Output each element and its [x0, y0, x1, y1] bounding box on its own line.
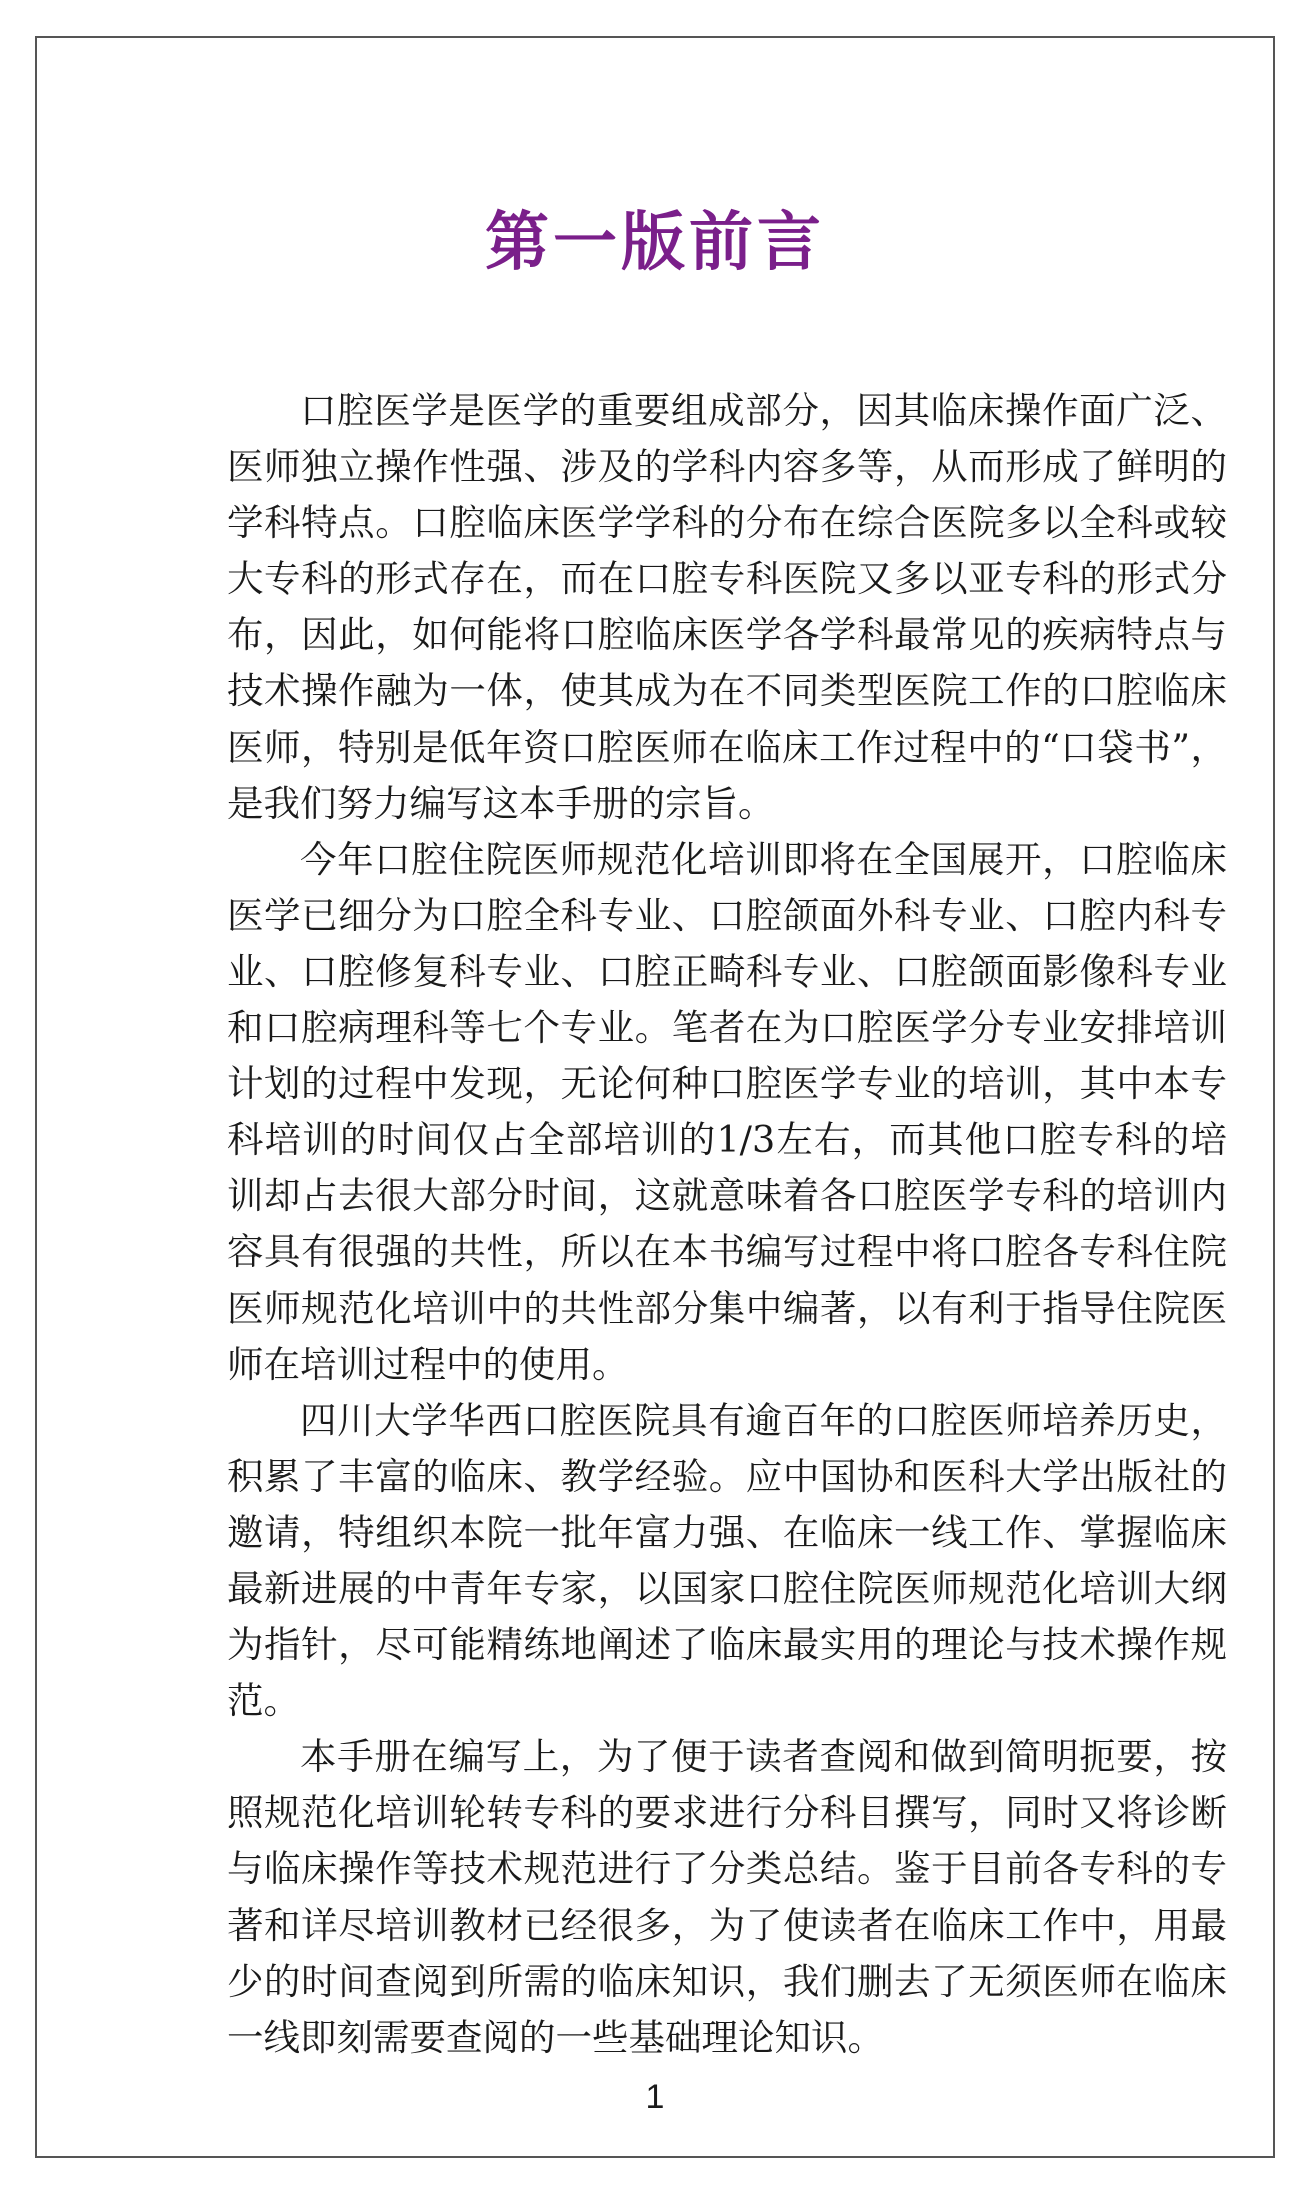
paragraph-2: 今年口腔住院医师规范化培训即将在全国展开，口腔临床医学已细分为口腔全科专业、口腔颌面外科专业、口腔内科专业、口腔修复科专业、口腔正畸科专业、口腔颌面影像科专业和口腔病理科等七个专业。笔者在为口腔医学分专业安排培训计划的过程中发现，无论何种口腔医学专业的培训，其中本专科培训的时间仅占全部培训的1/3左右，而其他口腔专科的培训却占去很大部分时间，这就意味着各口腔医学专科的培训内容具有很强的共性，所以在本书编写过程中将口腔各专科住院医师规范化培训中的共性部分集中编著，以有利于指导住院医师在培训过程中的使用。: [227, 837, 1227, 1386]
paragraph-4: 本手册在编写上，为了便于读者查阅和做到简明扼要，按照规范化培训轮转专科的要求进行分科目撰写，同时又将诊断与临床操作等技术规范进行了分类总结。鉴于目前各专科的专著和详尽培训教材已经很多，为了使读者在临床工作中，用最少的时间查阅到所需的临床知识，我们删去了无须医师在临床一线即刻需要查阅的一些基础理论知识。: [227, 1735, 1227, 2059]
page-title: 第一版前言: [485, 206, 825, 280]
preface-body: [227, 383, 1227, 2066]
page-number: 1: [645, 2078, 665, 2116]
paragraph-3: 四川大学华西口腔医院具有逾百年的口腔医师培养历史，积累了丰富的临床、教学经验。应中国协和医科大学出版社的邀请，特组织本院一批年富力强、在临床一线工作、掌握临床最新进展的中青年专家，以国家口腔住院医师规范化培训大纲为指针，尽可能精练地阐述了临床最实用的理论与技术操作规范。: [227, 1398, 1227, 1723]
page-frame: [35, 36, 1275, 2158]
paragraph-1: 口腔医学是医学的重要组成部分，因其临床操作面广泛、医师独立操作性强、涉及的学科内容多等，从而形成了鲜明的学科特点。口腔临床医学学科的分布在综合医院多以全科或较大专科的形式存在，而在口腔专科医院又多以亚专科的形式分布，因此，如何能将口腔临床医学各学科最常见的疾病特点与技术操作融为一体，使其成为在不同类型医院工作的口腔临床医师，特别是低年资口腔医师在临床工作过程中的“口袋书”，是我们努力编写这本手册的宗旨。: [227, 389, 1227, 825]
